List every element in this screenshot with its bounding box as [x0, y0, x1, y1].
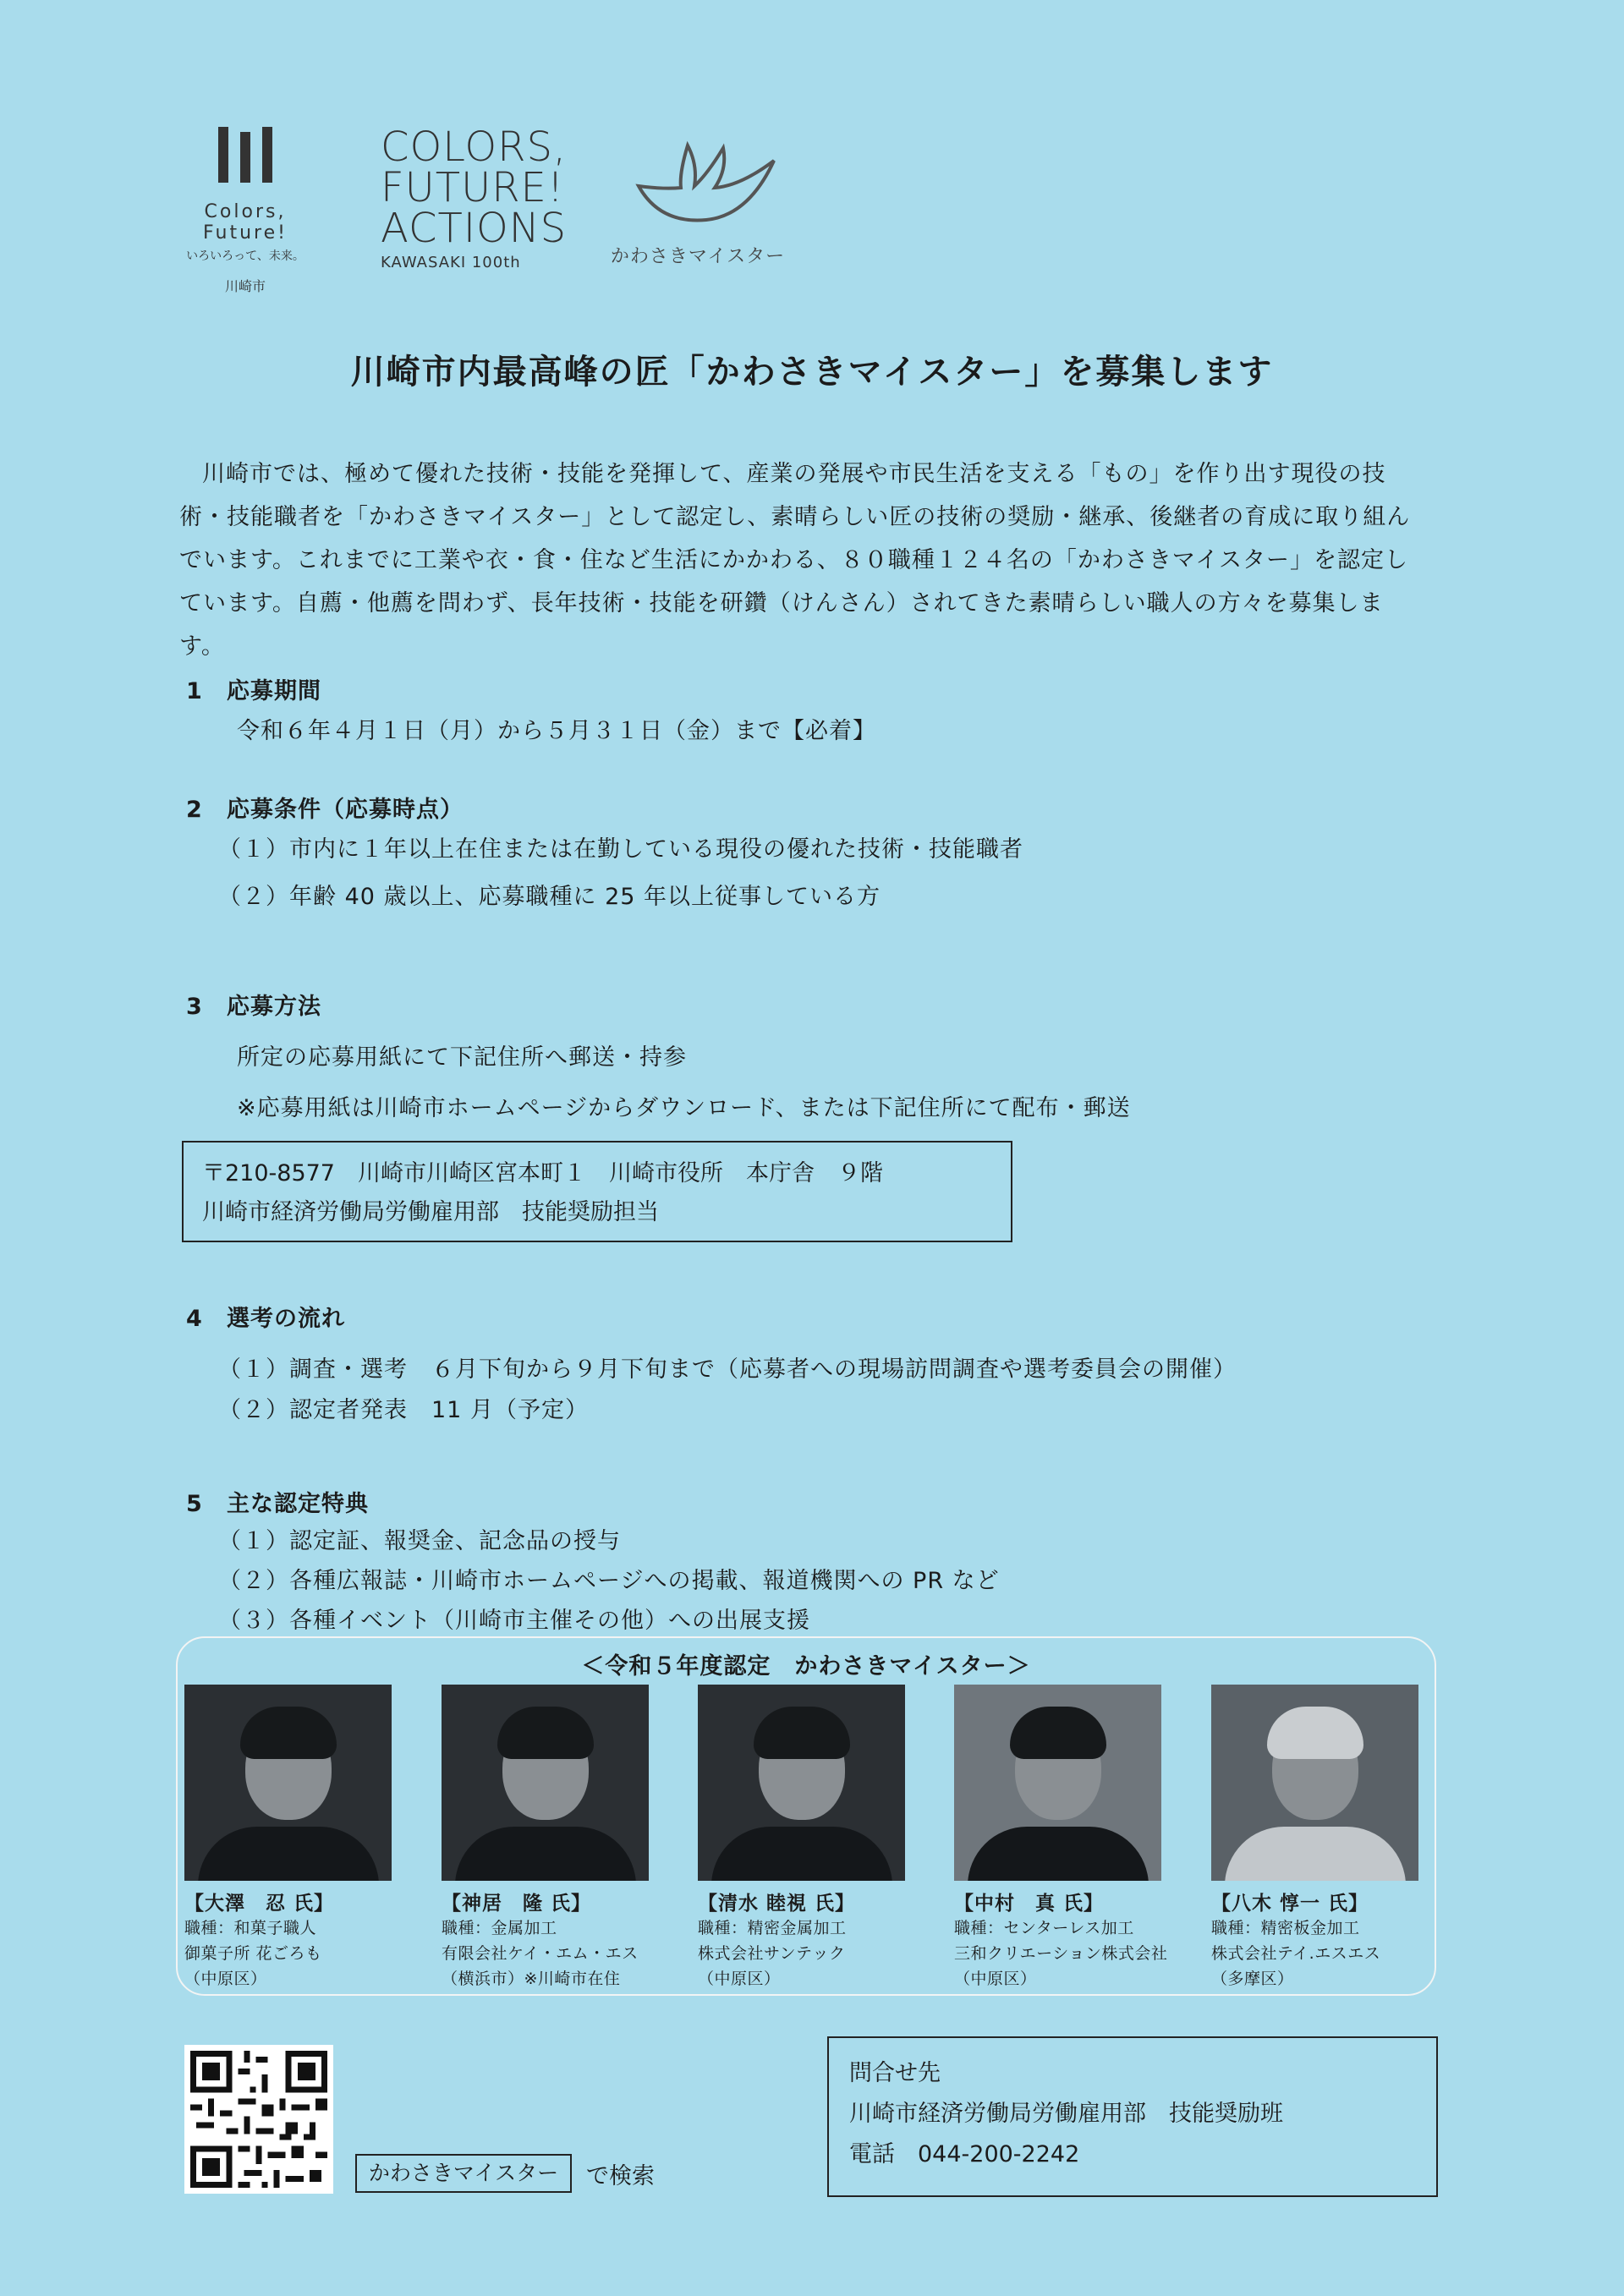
benefit-item-3: （３）各種イベント（川崎市主催その他）への出展支援: [218, 1608, 810, 1634]
intro-paragraph: 川崎市では、極めて優れた技術・技能を発揮して、産業の発展や市民生活を支える「もの」を作り出す現役の技術・技能職者を「かわさきマイスター」として認定し、素晴らしい匠の技術の奨励・継承、後継者の育成に取り組んでいます。これまでに工業や衣・食・住など生活にかかわる、８０職種１２４名の「かわさきマイスター」を認定しています。自薦・他薦を問わず、長年技術・技能を研鑽（けんさん）されてきた素晴らしい職人の方々を募集します。: [179, 461, 1411, 660]
kawasaki-city-logo: [169, 118, 321, 294]
section-4-title: 選考の流れ: [227, 1306, 345, 1332]
section-2-heading: [186, 791, 464, 824]
meisters-heading: ＜令和５年度認定 かわさきマイスター＞: [581, 1653, 1031, 1680]
qr-code[interactable]: [184, 2045, 333, 2194]
address-line-1: 〒210-8577 川崎市川崎区宮本町１ 川崎市役所 本庁舎 ９階: [202, 1160, 883, 1186]
meister-name: 【八木 惇一 氏】: [1211, 1893, 1369, 1915]
meister-name: 【清水 睦視 氏】: [698, 1893, 856, 1915]
contact-box: [827, 2036, 1438, 2197]
condition-item-2: （２）年齢 40 歳以上、応募職種に 25 年以上従事している方: [218, 884, 881, 910]
city-logo-tagline: Colors, Future!: [203, 201, 288, 244]
anniversary-logo-line-1: COLORS,: [381, 123, 568, 171]
page-title: 川崎市内最高峰の匠「かわさきマイスター」を募集します: [350, 353, 1274, 392]
meister-area: （中原区）: [954, 1970, 1037, 1988]
meister-area: （中原区）: [698, 1970, 781, 1988]
meister-area: （多摩区）: [1211, 1970, 1294, 1988]
city-logo-name: 川崎市: [224, 278, 266, 294]
benefit-item-2: （２）各種広報誌・川崎市ホームページへの掲載、報道機関への PR など: [218, 1568, 1000, 1594]
meister-company: 御菓子所 花ごろも: [184, 1944, 322, 1963]
contact-heading: 問合せ先: [849, 2060, 941, 2086]
meister-company: 株式会社サンテック: [698, 1944, 846, 1963]
meister-logo-name: かわさきマイスター: [610, 246, 786, 267]
section-5-title: 主な認定特典: [227, 1491, 369, 1517]
contact-phone: 電話 044-200-2242: [849, 2141, 1080, 2167]
section-3-title: 応募方法: [227, 994, 321, 1020]
anniversary-logo: [381, 123, 584, 271]
section-1-number: 1: [186, 678, 203, 704]
meister-photo: [184, 1685, 392, 1881]
meister-name: 【神居 隆 氏】: [442, 1893, 592, 1915]
section-1-heading: [186, 672, 321, 705]
meister-company: 有限会社ケイ・エム・エス: [442, 1944, 639, 1963]
condition-item-1: （１）市内に１年以上在住または在勤している現役の優れた技術・技能職者: [218, 836, 1023, 863]
meister-company: 株式会社テイ.エスエス: [1211, 1944, 1381, 1963]
section-2-title: 応募条件（応募時点）: [227, 797, 464, 823]
section-3-number: 3: [186, 994, 203, 1020]
method-line-2: ※応募用紙は川崎市ホームページからダウンロード、または下記住所にて配布・郵送: [237, 1095, 1131, 1121]
qr-code-icon: [184, 2045, 333, 2194]
bird-icon: [613, 127, 782, 237]
anniversary-logo-line-3: ACTIONS: [381, 205, 568, 252]
contact-department: 川崎市経済労働局労働雇用部 技能奨励班: [849, 2101, 1283, 2127]
section-5-heading: [186, 1485, 369, 1518]
meister-job: 職種：金属加工: [442, 1919, 557, 1937]
meister-company: 三和クリエーション株式会社: [954, 1944, 1168, 1963]
meister-photo: [698, 1685, 905, 1881]
meister-photo: [442, 1685, 649, 1881]
meister-card: [184, 1685, 413, 1992]
address-line-2: 川崎市経済労働局労働雇用部 技能奨励担当: [202, 1199, 659, 1225]
search-keyword-box[interactable]: かわさきマイスター: [355, 2154, 572, 2193]
meister-photo: [954, 1685, 1161, 1881]
meister-area: （横浜市）※川崎市在住: [442, 1970, 621, 1988]
city-logo-mark: [169, 127, 321, 183]
section-5-number: 5: [186, 1491, 203, 1517]
meister-job: 職種：精密金属加工: [698, 1919, 847, 1937]
meister-name: 【大澤 忍 氏】: [184, 1893, 335, 1915]
search-label: で検索: [586, 2163, 655, 2189]
meister-card: [442, 1685, 670, 1992]
section-4-number: 4: [186, 1306, 203, 1332]
meister-job: 職種：精密板金加工: [1211, 1919, 1360, 1937]
section-3-heading: [186, 988, 321, 1021]
method-line-1: 所定の応募用紙にて下記住所へ郵送・持参: [237, 1044, 687, 1071]
anniversary-logo-sub: KAWASAKI 100th: [381, 254, 521, 271]
anniversary-logo-line-2: FUTURE!: [381, 164, 565, 211]
section-1-title: 応募期間: [227, 678, 321, 704]
flow-item-2: （２）認定者発表 11 月（予定）: [218, 1397, 589, 1423]
section-2-number: 2: [186, 797, 203, 823]
flow-item-1: （１）調査・選考 ６月下旬から９月下旬まで（応募者への現場訪問調査や選考委員会の開催）: [218, 1356, 1237, 1383]
meister-logo: [592, 127, 804, 268]
city-logo-subtagline: いろいろって、未来。: [186, 249, 304, 263]
meister-name: 【中村 真 氏】: [954, 1893, 1105, 1915]
benefit-item-1: （１）認定証、報奨金、記念品の授与: [218, 1528, 621, 1554]
meister-card: [954, 1685, 1182, 1992]
meister-job: 職種：和菓子職人: [184, 1919, 317, 1937]
section-4-heading: [186, 1300, 345, 1333]
meister-photo: [1211, 1685, 1418, 1881]
meister-card: [698, 1685, 926, 1992]
address-box: [182, 1141, 1012, 1242]
meister-area: （中原区）: [184, 1970, 267, 1988]
meister-job: 職種：センターレス加工: [954, 1919, 1134, 1937]
application-period: 令和６年４月１日（月）から５月３１日（金）まで【必着】: [237, 718, 876, 744]
meister-card: [1211, 1685, 1440, 1992]
